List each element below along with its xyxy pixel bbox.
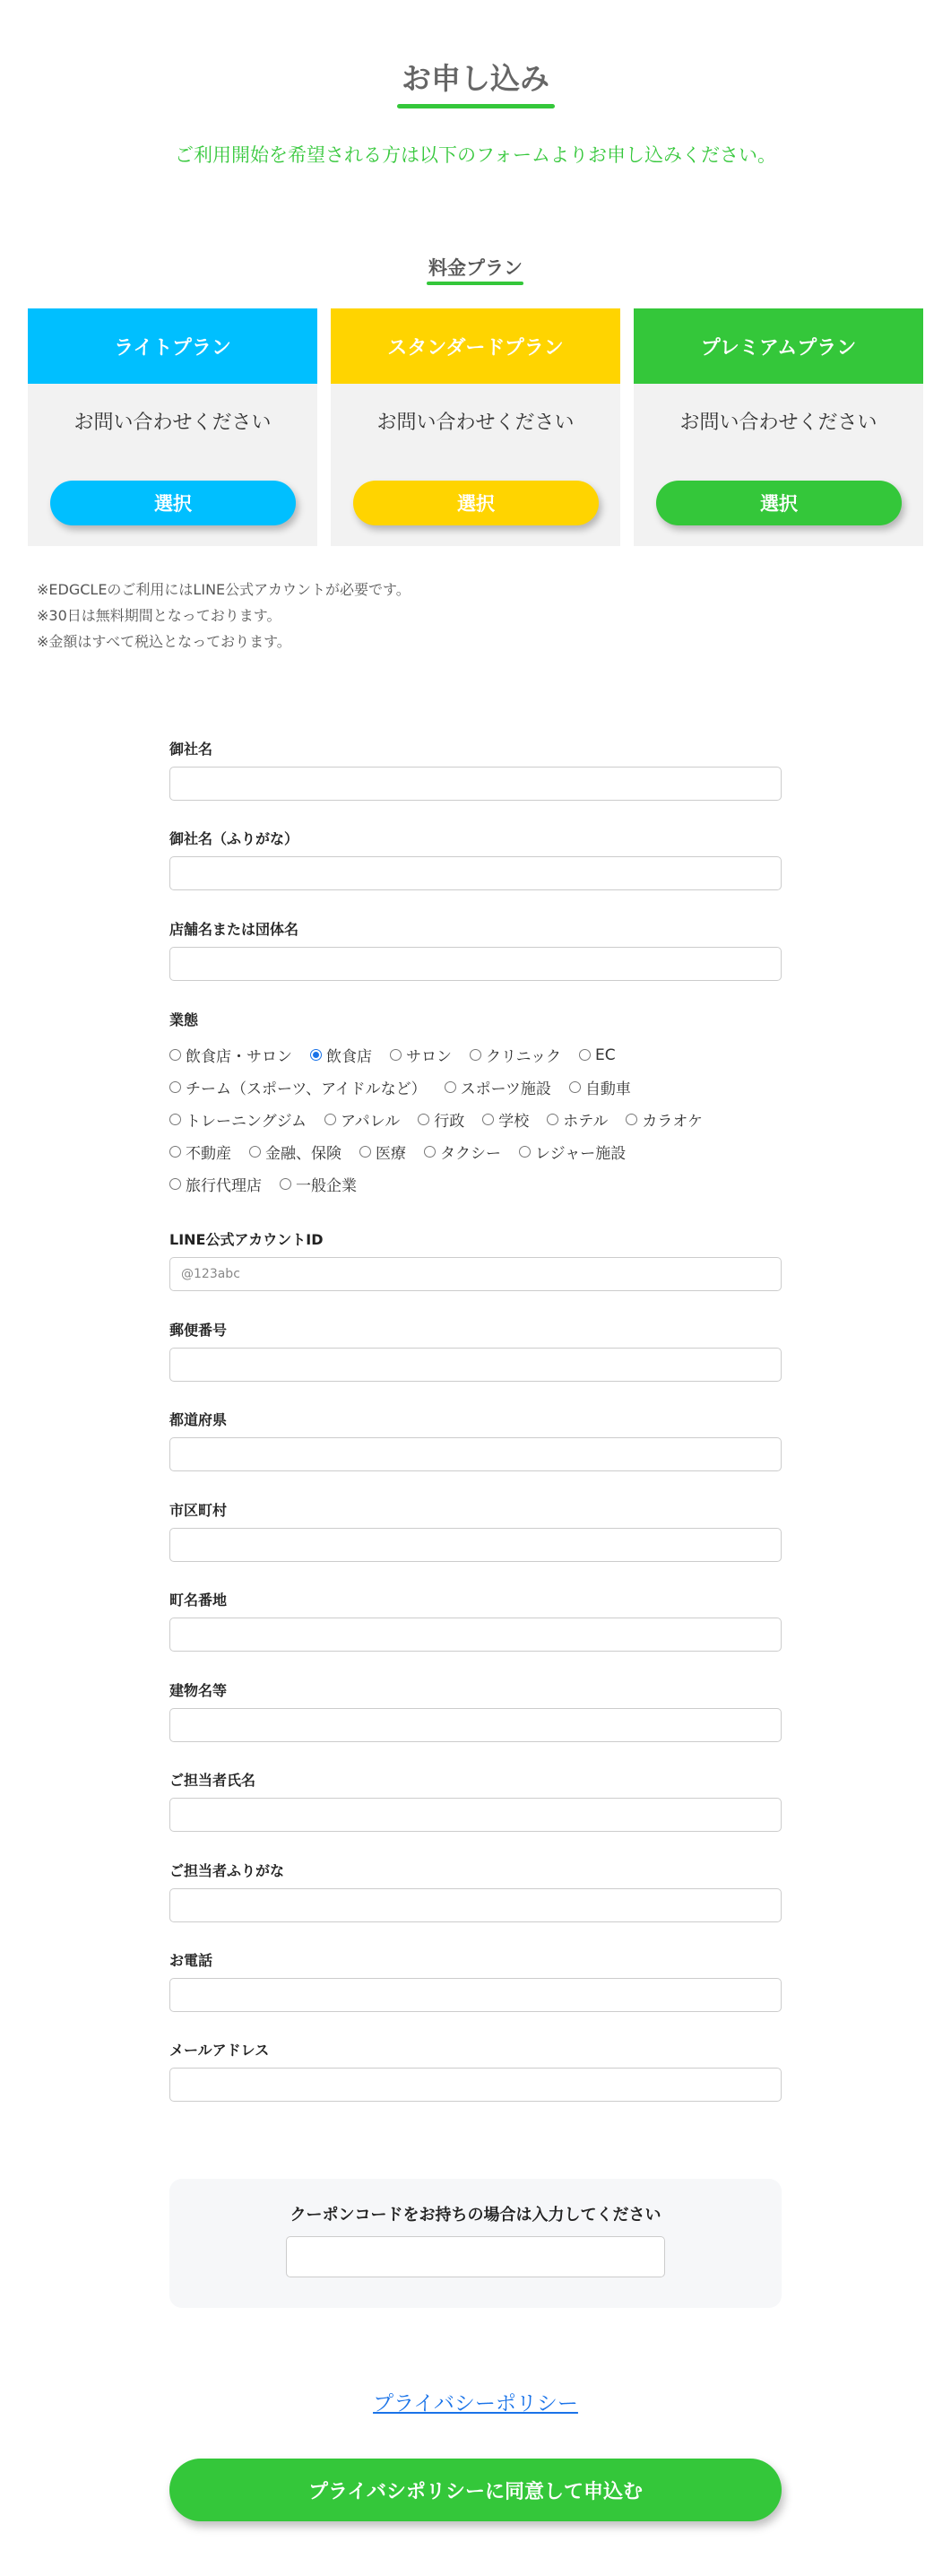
plan-card-standard	[331, 308, 620, 546]
industry-option[interactable]: 金融、保険	[249, 1141, 341, 1163]
radio-icon[interactable]	[445, 1081, 456, 1093]
industry-option[interactable]: 行政	[418, 1108, 464, 1131]
select-light-plan-button[interactable]: 選択	[50, 481, 296, 525]
industry-option[interactable]: スポーツ施設	[445, 1076, 551, 1098]
industry-option[interactable]: 自動車	[569, 1076, 631, 1098]
phone-label: お電話	[169, 1952, 213, 1969]
email-input[interactable]	[169, 2068, 782, 2102]
radio-icon[interactable]	[324, 1114, 336, 1125]
city-label: 市区町村	[169, 1502, 228, 1519]
contact-name-label: ご担当者氏名	[169, 1772, 256, 1789]
industry-option[interactable]: 医療	[359, 1141, 406, 1163]
postal-input[interactable]	[169, 1348, 782, 1382]
plan-price: お問い合わせください	[376, 412, 575, 434]
radio-icon[interactable]	[390, 1049, 402, 1061]
industry-option[interactable]: 学校	[482, 1108, 529, 1131]
company-label: 御社名	[169, 741, 213, 758]
coupon-box	[169, 2179, 782, 2308]
radio-icon[interactable]	[169, 1081, 181, 1093]
page-lead: ご利用開始を希望される方は以下のフォームよりお申し込みください。	[175, 144, 776, 166]
radio-icon[interactable]	[519, 1146, 531, 1158]
company-input[interactable]	[169, 767, 782, 801]
title-underline	[397, 104, 555, 108]
plan-notes	[37, 577, 411, 655]
contact-name-input[interactable]	[169, 1798, 782, 1832]
plan-name: スタンダードプラン	[331, 308, 620, 384]
industry-radio-row	[169, 1173, 375, 1195]
phone-input[interactable]	[169, 1978, 782, 2012]
radio-icon[interactable]	[626, 1114, 637, 1125]
industry-option[interactable]: 旅行代理店	[169, 1173, 262, 1195]
note-line: ※30日は無料期間となっております。	[37, 607, 281, 624]
plans-heading: 料金プラン	[428, 257, 523, 279]
radio-icon[interactable]	[579, 1049, 591, 1061]
select-premium-plan-button[interactable]: 選択	[656, 481, 902, 525]
industry-option[interactable]: 不動産	[169, 1141, 231, 1163]
industry-option[interactable]: 一般企業	[280, 1173, 357, 1195]
industry-option[interactable]: レジャー施設	[519, 1141, 626, 1163]
industry-option[interactable]: タクシー	[424, 1141, 501, 1163]
radio-icon[interactable]	[249, 1146, 261, 1158]
plan-price: お問い合わせください	[73, 412, 272, 434]
industry-radio-row	[169, 1108, 721, 1131]
postal-label: 郵便番号	[169, 1322, 228, 1339]
coupon-input[interactable]	[286, 2236, 665, 2277]
industry-option[interactable]: チーム（スポーツ、アイドルなど）	[169, 1076, 427, 1098]
radio-checked-icon[interactable]	[310, 1049, 322, 1061]
street-label: 町名番地	[169, 1592, 228, 1609]
contact-kana-input[interactable]	[169, 1888, 782, 1922]
prefecture-input[interactable]	[169, 1437, 782, 1471]
industry-option[interactable]: EC	[579, 1046, 616, 1064]
company-kana-label: 御社名（ふりがな）	[169, 830, 299, 847]
radio-icon[interactable]	[169, 1114, 181, 1125]
industry-option[interactable]: 飲食店	[310, 1044, 372, 1066]
radio-icon[interactable]	[470, 1049, 481, 1061]
store-label: 店舗名または団体名	[169, 921, 299, 938]
radio-icon[interactable]	[169, 1146, 181, 1158]
industry-radio-row	[169, 1076, 649, 1098]
note-line: ※EDGCLEのご利用にはLINE公式アカウントが必要です。	[37, 581, 411, 598]
radio-icon[interactable]	[547, 1114, 558, 1125]
radio-icon[interactable]	[424, 1146, 436, 1158]
industry-option[interactable]: サロン	[390, 1044, 452, 1066]
contact-kana-label: ご担当者ふりがな	[169, 1862, 285, 1879]
industry-option[interactable]: 飲食店・サロン	[169, 1044, 292, 1066]
select-standard-plan-button[interactable]: 選択	[353, 481, 599, 525]
submit-button[interactable]: プライバシポリシーに同意して申込む	[169, 2459, 782, 2521]
industry-label: 業態	[169, 1011, 199, 1028]
radio-icon[interactable]	[169, 1049, 181, 1061]
store-input[interactable]	[169, 947, 782, 981]
radio-icon[interactable]	[418, 1114, 429, 1125]
plan-price: お問い合わせください	[679, 412, 878, 434]
email-label: メールアドレス	[169, 2042, 270, 2059]
city-input[interactable]	[169, 1528, 782, 1562]
prefecture-label: 都道府県	[169, 1411, 228, 1428]
industry-radio-row	[169, 1044, 634, 1066]
company-kana-input[interactable]	[169, 856, 782, 890]
industry-option[interactable]: ホテル	[547, 1108, 608, 1131]
radio-icon[interactable]	[359, 1146, 371, 1158]
industry-option[interactable]: トレーニングジム	[169, 1108, 307, 1131]
radio-icon[interactable]	[169, 1178, 181, 1190]
plan-card-premium	[634, 308, 923, 546]
radio-icon[interactable]	[569, 1081, 581, 1093]
building-label: 建物名等	[169, 1682, 228, 1699]
plan-name: プレミアムプラン	[634, 308, 923, 384]
radio-icon[interactable]	[482, 1114, 494, 1125]
street-input[interactable]	[169, 1618, 782, 1652]
plans-heading-underline	[427, 282, 523, 285]
industry-option[interactable]: アパレル	[324, 1108, 400, 1131]
note-line: ※金額はすべて税込となっております。	[37, 633, 291, 650]
radio-icon[interactable]	[280, 1178, 291, 1190]
industry-option[interactable]: カラオケ	[626, 1108, 703, 1131]
industry-radio-row	[169, 1141, 644, 1163]
plan-card-light	[28, 308, 317, 546]
line-id-label: LINE公式アカウントID	[169, 1231, 324, 1248]
line-id-input[interactable]	[169, 1257, 782, 1291]
coupon-label: クーポンコードをお持ちの場合は入力してください	[290, 2206, 661, 2225]
building-input[interactable]	[169, 1708, 782, 1742]
privacy-policy-link[interactable]: プライバシーポリシー	[373, 2392, 578, 2416]
plan-name: ライトプラン	[28, 308, 317, 384]
industry-option[interactable]: クリニック	[470, 1044, 561, 1066]
page-title: お申し込み	[402, 61, 549, 96]
